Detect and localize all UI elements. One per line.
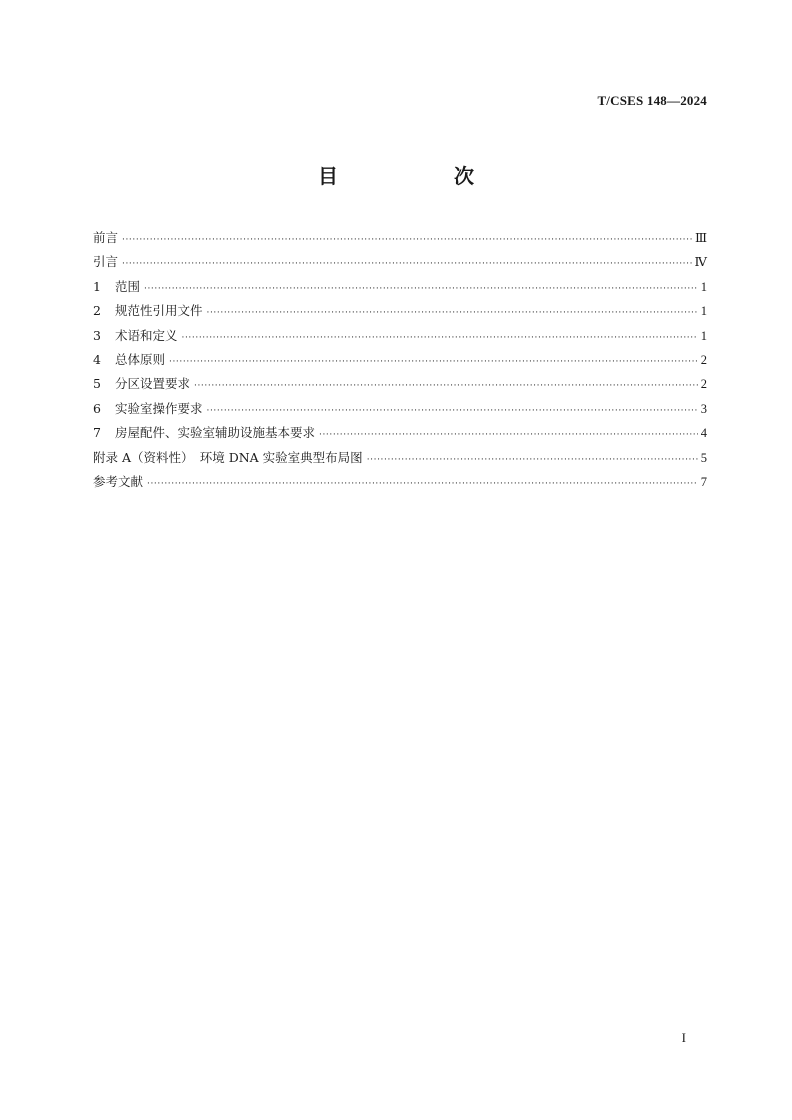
toc-entry-page: 1 [700,328,707,343]
toc-entry-scope[interactable] [93,275,707,299]
toc-entry-label: 规范性引用文件 [115,303,203,319]
toc-leader-dots [207,301,698,325]
toc-entry-label: 实验室操作要求 [115,400,203,416]
toc-entry-introduction[interactable] [93,250,707,274]
toc-leader-dots [144,277,698,301]
toc-entry-page: 1 [700,279,707,294]
toc-leader-dots [207,399,698,423]
toc-entry-label: 总体原则 [115,351,166,367]
toc-entry-bibliography[interactable] [93,470,707,494]
toc-entry-number: 3 [93,327,101,343]
toc-entry-page: 7 [700,474,707,489]
toc-entry-page: 1 [700,304,707,319]
page-title: 目 次 [318,164,522,188]
toc-entry-page: 3 [700,401,707,416]
toc-entry-page: 2 [700,377,707,392]
toc-entry-label: 术语和定义 [115,327,178,343]
toc-leader-dots [182,326,698,350]
toc-entry-normative-references[interactable] [93,299,707,323]
toc-entry-label: 附录 A（资料性） 环境 DNA 实验室典型布局图 [93,449,363,465]
toc-entry-lab-operation-requirements[interactable] [93,397,707,421]
toc-leader-dots [367,448,698,472]
toc-entry-number: 7 [93,425,101,441]
toc-entry-page: 5 [700,450,707,465]
toc-leader-dots [147,472,698,496]
table-of-contents [93,226,707,494]
toc-entry-page: 4 [700,426,707,441]
standard-code: T/CSES 148—2024 [597,93,707,108]
toc-leader-dots [122,228,692,252]
toc-entry-annex-a[interactable] [93,446,707,470]
toc-entry-number: 6 [93,400,101,416]
toc-leader-dots [319,423,698,447]
toc-entry-general-principles[interactable] [93,348,707,372]
toc-leader-dots [169,350,698,374]
toc-entry-label: 引言 [93,254,119,270]
toc-entry-page: Ⅲ [694,231,707,245]
toc-entry-foreword[interactable] [93,226,707,250]
toc-entry-number: 2 [93,303,101,319]
toc-entry-label: 分区设置要求 [115,376,191,392]
toc-entry-number: 1 [93,278,101,294]
toc-entry-label: 参考文献 [93,473,144,489]
toc-leader-dots [194,374,698,398]
toc-entry-label: 范围 [115,278,141,294]
toc-entry-zoning-requirements[interactable] [93,372,707,396]
page-number: I [681,1030,686,1045]
toc-entry-page: Ⅳ [694,255,707,270]
toc-entry-label: 房屋配件、实验室辅助设施基本要求 [115,425,316,441]
toc-entry-terms-definitions[interactable] [93,324,707,348]
toc-entry-label: 前言 [93,230,119,245]
toc-entry-facilities-requirements[interactable] [93,421,707,445]
toc-entry-number: 4 [93,351,101,367]
toc-entry-number: 5 [93,376,101,392]
toc-leader-dots [122,252,691,276]
toc-entry-page: 2 [700,352,707,367]
